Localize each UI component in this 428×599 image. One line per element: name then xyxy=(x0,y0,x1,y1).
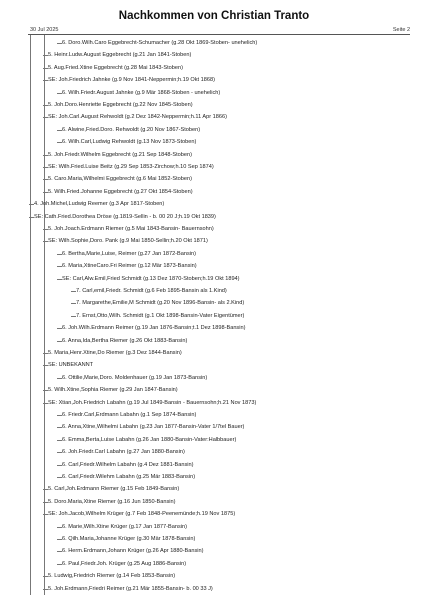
descendant-entry: 6. Doro.Wilh.Caro Eggebrecht-Schumacher (g.28 Okt 1869-Stoben- unehelich) xyxy=(62,40,258,46)
report-date: 30 Jul 2025 xyxy=(30,27,59,33)
descendant-entry: 6. Joh.Wilh.Erdmann Reimer (g.19 Jan 1876-Bansin;t.1 Dez 1898-Bansin) xyxy=(62,325,246,331)
descendant-entry: 6. Bertha,Marie,Luise, Reimer (g.27 Jan 1872-Bansin) xyxy=(62,251,197,257)
descendant-entry: 7. Margarethe,Emilie,M Schmidt (g.20 Nov 1896-Bansin- als 2.Kind) xyxy=(76,300,245,306)
descendant-entry: 6. Herm.Erdmann,Johann Krüger (g.26 Apr 1880-Bansin) xyxy=(62,548,204,554)
spouse-entry: SE: Wilh.Fried.Luise Beitz (g.29 Sep 1853-Zirchow;h.10 Sep 1874) xyxy=(48,164,214,170)
descendant-entry: 6. Ottilie,Marie,Doro. Moldenhauer (g.19 Jan 1873-Bansin) xyxy=(62,375,208,381)
descendant-entry: 6. Wilh.Friedr.August Jahnke (g.9 Mär 1868-Stoben - unehelich) xyxy=(62,90,221,96)
descendant-entry: 5. Carl,Joh.Erdmann Riemer (g.15 Feb 1849-Bansin) xyxy=(48,486,180,492)
descendant-entry: 6. Marie,Wilh.Xtine Krüger (g.17 Jan 1877-Bansin) xyxy=(62,524,187,530)
descendant-entry: 6. Anna,Xtine,Wilhelmi Labahn (g.23 Jan 1877-Bansin-Vater 1/7tel Bauer) xyxy=(62,424,245,430)
descendant-entry: 5. Caro.Maria,Wilhelmi Eggebrecht (g.6 Mai 1852-Stoben) xyxy=(48,176,192,182)
header-rule xyxy=(28,34,410,35)
tree-line-level-1 xyxy=(30,35,31,595)
descendant-entry: 6. Carl,Friedr.Wilhelm Labahn (g.4 Dez 1881-Bansin) xyxy=(62,462,194,468)
descendant-entry: 5. Joh.Doro.Henriette Eggebrecht (g.22 Nov 1845-Stoben) xyxy=(48,102,193,108)
spouse-entry: SE: Joh.Carl.August Rehwoldt (g.2 Dez 1842-Neppermin;h.11 Apr 1866) xyxy=(48,114,227,120)
descendant-entry: 7. Ernst,Otto,Wilh. Schmidt (g.1 Okt 1898-Bansin-Vater Eigentümer) xyxy=(76,313,245,319)
descendant-entry: 6. Paul,Friedr.Joh. Krüger (g.25 Aug 1886-Bansin) xyxy=(62,561,187,567)
descendant-entry: 5. Heinr.Ludw.August Eggebrecht (g.21 Jan 1841-Stoben) xyxy=(48,52,192,58)
descendant-entry: 6. Anna,Ida,Bertha Riemer (g.26 Okt 1883-Bansin) xyxy=(62,338,188,344)
descendant-entry: 5. Joh.Friedr.Wilhelm Eggebrecht (g.21 Sep 1848-Stoben) xyxy=(48,152,192,158)
descendant-entry: 5. Doro.Maria,Xtine Riemer (g.16 Jun 1850-Bansin) xyxy=(48,499,176,505)
spouse-entry: SE: Cath.Fried.Dorothea Dröse (g.1819-Sellin - b. 00 20 J;h.19 Okt 1839) xyxy=(34,214,216,220)
descendant-entry: 5. Joh.Joach.Erdmann Riemer (g.5 Mai 1843-Bansin- Bauernsohn) xyxy=(48,226,214,232)
page-number: Seite 2 xyxy=(392,27,410,33)
descendant-entry: 5. Wilh.Fried.Johanne Eggebrecht (g.27 Okt 1854-Stoben) xyxy=(48,189,193,195)
descendant-entry: 5. Joh.Erdmann,Friedri Reimer (g.21 Mär 1855-Bansin- b. 00 33 J) xyxy=(48,586,213,592)
descendant-entry: 7. Carl,emil,Friedr. Schmidt (g.6 Feb 1895-Bansin als 1.Kind) xyxy=(76,288,227,294)
spouse-entry: SE: UNBEKANNT xyxy=(48,362,94,368)
descendant-entry: 6. Maria,XtineCaro.Fri Reimer (g.12 Mär 1873-Bansin) xyxy=(62,263,197,269)
descendant-entry: 6. Carl,Friedr.Wilehm Labahn (g.25 Mär 1883-Bansin) xyxy=(62,474,196,480)
spouse-entry: SE: Carl,Alw.Emil,Fried Schmidt (g.13 Dez 1870-Stoben;h.19 Okt 1894) xyxy=(62,276,240,282)
descendant-entry: 4. Joh.Michel,Ludwig Reemer (g.3 Apr 1817-Stoben) xyxy=(34,201,165,207)
spouse-entry: SE: Xtian,Joh.Friedrich Labahn (g.19 Jul 1849-Bansin - Bauernsohn;h.21 Nov 1873) xyxy=(48,400,257,406)
page-title: Nachkommen von Christian Tranto xyxy=(118,10,310,22)
descendant-entry: 6. Alwine,Fried.Doro. Rehwoldt (g.20 Nov 1867-Stoben) xyxy=(62,127,201,133)
descendant-entry: 6. Joh.Friedr.Carl Labahn (g.27 Jan 1880-Bansin) xyxy=(62,449,185,455)
descendant-entry: 5. Aug.Fried.Xtine Eggebrecht (g.28 Mai 1843-Stoben) xyxy=(48,65,183,71)
descendant-entry: 5. Wilh.Xtine,Sophia Riemer (g.29 Jan 1847-Bansin) xyxy=(48,387,178,393)
descendant-entry: 6. Wilh.Carl,Ludwig Rehwoldt (g.13 Nov 1873-Stoben) xyxy=(62,139,197,145)
spouse-entry: SE: Wilh.Sophie,Doro. Pank (g.9 Mai 1850-Sellin;h.20 Okt 1871) xyxy=(48,238,208,244)
descendant-entry: 6. Qilh.Maria,Johanne Krüger (g.30 Mär 1878-Bansin) xyxy=(62,536,196,542)
descendant-entry: 6. Friedr.Carl,Erdmann Labahn (g.1 Sep 1874-Bansin) xyxy=(62,412,197,418)
descendant-entry: 5. Maria,Henr.Xtine,Do Riemer (g.3 Dez 1844-Bansin) xyxy=(48,350,182,356)
descendant-entry: 6. Emma,Berta,Luise Labahn (g.26 Jan 1880-Bansin-Vater:Halbbauer) xyxy=(62,437,237,443)
tree-line-level-2 xyxy=(44,35,45,595)
spouse-entry: SE: Joh.Friedrich Jahnke (g.9 Nov 1841-Neppermin;h.19 Okt 1868) xyxy=(48,77,215,83)
descendant-entry: 5. Ludwig,Friedrich Riemer (g.14 Feb 1853-Bansin) xyxy=(48,573,176,579)
spouse-entry: SE: Joh.Jacob,Wilhelm Krüger (g.7 Feb 1848-Peenemünde;h.19 Nov 1875) xyxy=(48,511,236,517)
